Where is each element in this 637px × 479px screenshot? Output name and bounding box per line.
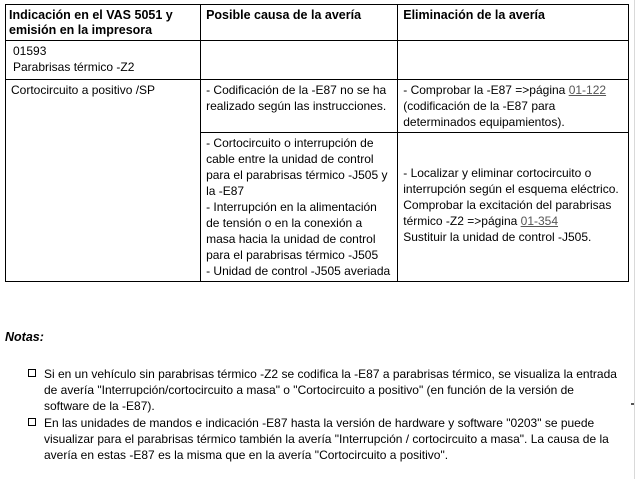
page-link-01-122[interactable]: 01-122 bbox=[568, 83, 607, 97]
page-link-01-354[interactable]: 01-354 bbox=[520, 214, 559, 228]
cause-cell bbox=[201, 133, 398, 282]
square-bullet-icon bbox=[28, 369, 36, 377]
table-row bbox=[6, 80, 629, 133]
scrollbar-track[interactable] bbox=[634, 0, 635, 479]
fault-code-cell bbox=[6, 41, 201, 80]
header-possible-cause: Posible causa de la avería bbox=[201, 5, 398, 41]
note-text: Si en un vehículo sin parabrisas térmico -Z2 se codifica la -E87 a parabrisas térmico, se visualiza la entrada de avería "Interrupción/cortocircuito a masa" o "Cortocircuito a positivo" (en función de la versión de software de la -E87). bbox=[44, 367, 617, 413]
note-text: En las unidades de mandos e indicación -E87 hasta la versión de hardware y software "0203" se puede visualizar para el parabrisas térmico también la avería "Interrupción / cortocircuito a masa". La causa de la avería en estas -E87 es la misma que en la avería "Cortocircuito a positivo". bbox=[44, 416, 609, 462]
remedy-text: - Comprobar la -E87 =>página bbox=[403, 83, 569, 97]
component-name: Parabrisas térmico -Z2 bbox=[13, 60, 135, 74]
notes-list bbox=[28, 366, 622, 464]
header-display-print: Indicación en el VAS 5051 y emisión en la impresora bbox=[6, 5, 201, 41]
remedy-text: (codificación de la -E87 para determinados equipamientos). bbox=[403, 99, 565, 129]
fault-code: 01593 bbox=[13, 44, 47, 58]
fault-table bbox=[5, 4, 629, 282]
remedy-cell bbox=[398, 133, 629, 282]
fault-type: Cortocircuito a positivo /SP bbox=[11, 83, 156, 97]
cause-text: - Codificación de la -E87 no se ha realizado según las instrucciones. bbox=[206, 83, 387, 113]
fault-type-cell bbox=[6, 80, 201, 282]
remedy-text: Comprobar la excitación del parabrisas térmico -Z2 =>página bbox=[403, 198, 612, 228]
square-bullet-icon bbox=[28, 418, 36, 426]
remedy-text: Sustituir la unidad de control -J505. bbox=[403, 230, 592, 244]
scroll-marker bbox=[631, 403, 634, 405]
remedy-text: - Localizar y eliminar cortocircuito o interrupción según el esquema eléctrico. bbox=[403, 166, 619, 196]
table-row bbox=[6, 41, 629, 80]
empty-cell bbox=[398, 41, 629, 80]
list-item bbox=[28, 366, 622, 414]
cause-text: - Cortocircuito o interrupción de cable entre la unidad de control para el parabrisas térmico -J505 y la -E87 bbox=[206, 136, 388, 198]
list-item bbox=[28, 415, 622, 463]
cause-text: - Unidad de control -J505 averiada bbox=[206, 264, 391, 278]
table-header-row bbox=[6, 5, 629, 41]
notes-title: Notas: bbox=[5, 330, 44, 344]
remedy-text bbox=[403, 197, 623, 229]
remedy-cell bbox=[398, 80, 629, 133]
cause-text: - Interrupción en la alimentación de tensión o en la conexión a masa hacia la unidad de control para el parabrisas térmico -J505 bbox=[206, 200, 379, 262]
empty-cell bbox=[201, 41, 398, 80]
header-remedy: Eliminación de la avería bbox=[398, 5, 629, 41]
cause-cell bbox=[201, 80, 398, 133]
